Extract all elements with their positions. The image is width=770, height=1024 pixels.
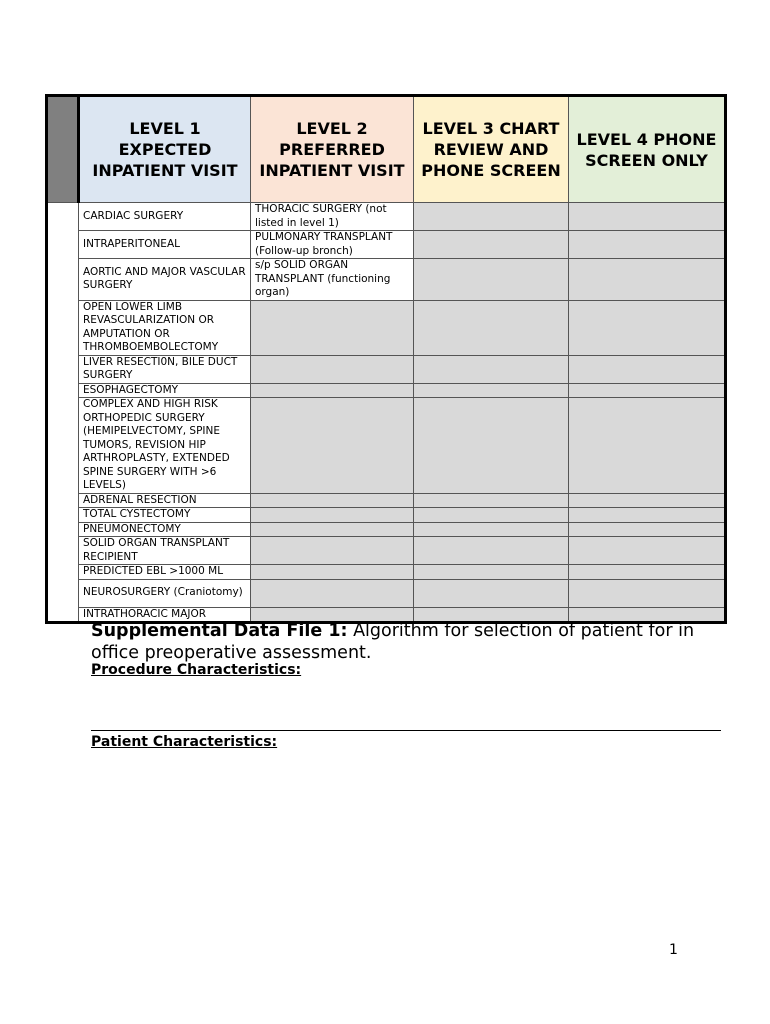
level-2-cell — [251, 565, 414, 580]
level-1-item: OPEN LOWER LIMB REVASCULARIZATION OR AMPUTATION OR THROMBOEMBOLECTOMY — [79, 300, 251, 355]
caption-text: Algorithm for selection of patient for in office preoperative assessment. — [91, 621, 695, 663]
level-2-cell — [251, 398, 414, 494]
level-2-cell — [251, 383, 414, 398]
page-number: 1 — [669, 942, 678, 958]
level-3-header: LEVEL 3 CHART REVIEW AND PHONE SCREEN — [414, 96, 569, 203]
level-4-cell — [569, 259, 726, 301]
level-2-item: PULMONARY TRANSPLANT (Follow-up bronch) — [251, 231, 414, 259]
level-4-header: LEVEL 4 PHONE SCREEN ONLY — [569, 96, 726, 203]
level-1-header: LEVEL 1 EXPECTED INPATIENT VISIT — [79, 96, 251, 203]
level-2-item: s/p SOLID ORGAN TRANSPLANT (functioning organ) — [251, 259, 414, 301]
level-4-cell — [569, 231, 726, 259]
side-header-cell — [47, 96, 79, 203]
level-4-cell — [569, 398, 726, 494]
side-cell — [47, 203, 79, 623]
level-1-item: PNEUMONECTOMY — [79, 522, 251, 537]
level-3-cell — [414, 493, 569, 508]
level-4-cell — [569, 355, 726, 383]
level-3-cell — [414, 522, 569, 537]
level-3-cell — [414, 398, 569, 494]
level-4-cell — [569, 579, 726, 607]
level-2-header: LEVEL 2 PREFERRED INPATIENT VISIT — [251, 96, 414, 203]
level-2-cell — [251, 355, 414, 383]
level-1-item: LIVER RESECTI0N, BILE DUCT SURGERY — [79, 355, 251, 383]
figure-caption — [91, 620, 711, 664]
level-3-cell — [414, 259, 569, 301]
level-3-cell — [414, 203, 569, 231]
level-1-item: COMPLEX AND HIGH RISK ORTHOPEDIC SURGERY (HEMIPELVECTOMY, SPINE TUMORS, REVISION HIP ARTHROPLASTY, EXTENDED SPINE SURGERY WITH >6 LEVELS) — [79, 398, 251, 494]
level-3-cell — [414, 579, 569, 607]
level-1-item: ESOPHAGECTOMY — [79, 383, 251, 398]
level-3-cell — [414, 300, 569, 355]
level-1-item: AORTIC AND MAJOR VASCULAR SURGERY — [79, 259, 251, 301]
level-selection-table — [45, 94, 727, 624]
level-1-item: INTRAPERITONEAL — [79, 231, 251, 259]
level-4-cell — [569, 522, 726, 537]
caption-label: Supplemental Data File 1: — [91, 621, 348, 641]
level-1-item: NEUROSURGERY (Craniotomy) — [79, 579, 251, 607]
level-2-cell — [251, 579, 414, 607]
level-4-cell — [569, 383, 726, 398]
level-1-item: TOTAL CYSTECTOMY — [79, 508, 251, 523]
patient-characteristics-heading: Patient Characteristics: — [91, 734, 278, 750]
level-4-cell — [569, 493, 726, 508]
level-4-cell — [569, 565, 726, 580]
level-2-cell — [251, 522, 414, 537]
level-3-cell — [414, 383, 569, 398]
level-4-cell — [569, 508, 726, 523]
level-2-cell — [251, 537, 414, 565]
level-1-item: INTRATHORACIC MAJOR — [79, 607, 251, 623]
level-4-cell — [569, 300, 726, 355]
level-3-cell — [414, 537, 569, 565]
level-2-cell — [251, 300, 414, 355]
level-2-cell — [251, 493, 414, 508]
level-3-cell — [414, 355, 569, 383]
level-3-cell — [414, 565, 569, 580]
procedure-characteristics-heading: Procedure Characteristics: — [91, 662, 302, 678]
level-2-cell — [251, 508, 414, 523]
level-4-cell — [569, 537, 726, 565]
level-1-item: CARDIAC SURGERY — [79, 203, 251, 231]
level-4-cell — [569, 203, 726, 231]
level-1-item: PREDICTED EBL >1000 ML — [79, 565, 251, 580]
level-3-cell — [414, 231, 569, 259]
level-1-item: ADRENAL RESECTION — [79, 493, 251, 508]
level-1-item: SOLID ORGAN TRANSPLANT RECIPIENT — [79, 537, 251, 565]
level-2-item: THORACIC SURGERY (not listed in level 1) — [251, 203, 414, 231]
section-divider — [91, 730, 721, 731]
level-3-cell — [414, 508, 569, 523]
